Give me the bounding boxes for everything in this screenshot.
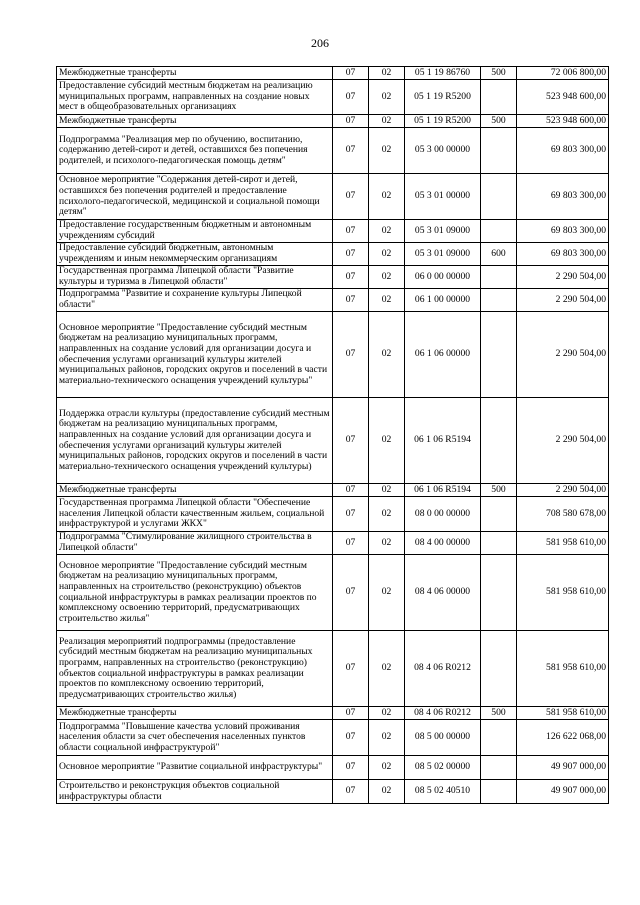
cell-sum: 69 803 300,00 [517,128,609,174]
cell-razd: 02 [369,289,405,312]
cell-vr: 500 [481,484,517,497]
cell-sum: 69 803 300,00 [517,174,609,220]
cell-csr: 06 1 00 00000 [405,289,481,312]
cell-razd: 02 [369,707,405,720]
cell-razd: 02 [369,128,405,174]
cell-csr: 08 4 00 00000 [405,532,481,555]
cell-vr [481,174,517,220]
cell-ved: 07 [333,174,369,220]
cell-name: Основное мероприятие "Предоставление субсидий местным бюджетам на реализацию муниципальных программ, направленных на строительство (реконструкцию) объектов социальной инфраструктуры в рамках реализации проектов по комплексному освоению территорий, предусматривающих строительство жилья" [57,555,333,631]
cell-csr: 08 5 02 00000 [405,756,481,780]
table-row [57,128,609,174]
table-row [57,289,609,312]
cell-vr [481,128,517,174]
cell-csr: 05 3 01 09000 [405,220,481,243]
table-row [57,266,609,289]
table-row [57,312,609,398]
cell-name: Подпрограмма "Повышение качества условий проживания населения области за счет обеспечения населенных пунктов области социальной инфраструктурой" [57,720,333,756]
cell-csr: 08 5 02 40510 [405,780,481,804]
cell-ved: 07 [333,115,369,128]
cell-vr [481,312,517,398]
cell-vr [481,532,517,555]
cell-csr: 05 1 19 86760 [405,67,481,80]
cell-csr: 06 1 06 R5194 [405,484,481,497]
table-row [57,631,609,707]
cell-csr: 06 1 06 R5194 [405,398,481,484]
cell-vr: 500 [481,707,517,720]
cell-ved: 07 [333,780,369,804]
cell-razd: 02 [369,555,405,631]
cell-razd: 02 [369,220,405,243]
page-number: 206 [311,36,329,50]
cell-sum: 69 803 300,00 [517,220,609,243]
cell-sum: 523 948 600,00 [517,115,609,128]
table-row [57,720,609,756]
cell-sum: 708 580 678,00 [517,497,609,532]
cell-vr [481,555,517,631]
cell-sum: 2 290 504,00 [517,484,609,497]
cell-name: Подпрограмма "Реализация мер по обучению, воспитанию, содержанию детей-сирот и детей, оставшихся без попечения родителей, и психолого-педагогическая помощь детям" [57,128,333,174]
cell-name: Государственная программа Липецкой области "Развитие культуры и туризма в Липецкой области" [57,266,333,289]
cell-csr: 06 0 00 00000 [405,266,481,289]
cell-vr [481,80,517,115]
table-row [57,707,609,720]
cell-ved: 07 [333,497,369,532]
cell-razd: 02 [369,243,405,266]
cell-sum: 49 907 000,00 [517,756,609,780]
table-row [57,497,609,532]
cell-sum: 69 803 300,00 [517,243,609,266]
cell-vr [481,289,517,312]
cell-name: Строительство и реконструкция объектов социальной инфраструктуры области [57,780,333,804]
table-row [57,220,609,243]
cell-sum: 523 948 600,00 [517,80,609,115]
cell-razd: 02 [369,631,405,707]
cell-sum: 72 006 800,00 [517,67,609,80]
cell-vr [481,220,517,243]
cell-vr [481,497,517,532]
table-row [57,115,609,128]
table-row [57,555,609,631]
cell-csr: 05 1 19 R5200 [405,115,481,128]
cell-vr [481,398,517,484]
cell-sum: 581 958 610,00 [517,631,609,707]
cell-vr [481,780,517,804]
cell-razd: 02 [369,266,405,289]
cell-csr: 05 1 19 R5200 [405,80,481,115]
cell-name: Государственная программа Липецкой области "Обеспечение населения Липецкой области качественным жильем, социальной инфраструктурой и услугами ЖКХ" [57,497,333,532]
cell-ved: 07 [333,555,369,631]
cell-ved: 07 [333,266,369,289]
cell-vr: 500 [481,115,517,128]
cell-csr: 08 5 00 00000 [405,720,481,756]
cell-ved: 07 [333,289,369,312]
cell-ved: 07 [333,707,369,720]
cell-ved: 07 [333,312,369,398]
cell-ved: 07 [333,243,369,266]
cell-ved: 07 [333,67,369,80]
cell-sum: 581 958 610,00 [517,707,609,720]
cell-sum: 2 290 504,00 [517,266,609,289]
cell-name: Межбюджетные трансферты [57,484,333,497]
cell-ved: 07 [333,756,369,780]
budget-table-body [57,67,609,804]
cell-ved: 07 [333,128,369,174]
cell-vr [481,631,517,707]
cell-csr: 08 4 06 R0212 [405,631,481,707]
cell-sum: 581 958 610,00 [517,555,609,631]
cell-csr: 06 1 06 00000 [405,312,481,398]
cell-name: Подпрограмма "Развитие и сохранение культуры Липецкой области" [57,289,333,312]
cell-name: Предоставление субсидий местным бюджетам на реализацию муниципальных программ, направленных на создание новых мест в общеобразовательных организациях [57,80,333,115]
cell-vr [481,756,517,780]
cell-razd: 02 [369,174,405,220]
table-row [57,80,609,115]
cell-razd: 02 [369,484,405,497]
cell-vr [481,720,517,756]
cell-csr: 08 4 06 00000 [405,555,481,631]
cell-razd: 02 [369,532,405,555]
cell-razd: 02 [369,80,405,115]
table-row [57,67,609,80]
cell-razd: 02 [369,67,405,80]
table-row [57,174,609,220]
cell-csr: 08 0 00 00000 [405,497,481,532]
cell-name: Основное мероприятие "Предоставление субсидий местным бюджетам на реализацию муниципальных программ, направленных на создание условий для организации досуга и обеспечения услугами организаций культуры жителей муниципальных районов, городских округов и поселений в части материально-технического оснащения учреждений культуры" [57,312,333,398]
cell-razd: 02 [369,115,405,128]
cell-razd: 02 [369,780,405,804]
cell-sum: 581 958 610,00 [517,532,609,555]
cell-name: Предоставление субсидий бюджетным, автономным учреждениям и иным некоммерческим организациям [57,243,333,266]
cell-razd: 02 [369,720,405,756]
cell-sum: 2 290 504,00 [517,398,609,484]
cell-name: Предоставление государственным бюджетным и автономным учреждениям субсидий [57,220,333,243]
table-row [57,756,609,780]
cell-csr: 05 3 00 00000 [405,128,481,174]
cell-razd: 02 [369,312,405,398]
cell-name: Основное мероприятие "Содержания детей-сирот и детей, оставшихся без попечения родителей и предоставление психолого-педагогической, медицинской и социальной помощи детям" [57,174,333,220]
cell-ved: 07 [333,80,369,115]
cell-ved: 07 [333,398,369,484]
table-row [57,484,609,497]
cell-razd: 02 [369,756,405,780]
cell-razd: 02 [369,398,405,484]
cell-csr: 05 3 01 09000 [405,243,481,266]
cell-vr: 600 [481,243,517,266]
cell-csr: 05 3 01 00000 [405,174,481,220]
cell-vr [481,266,517,289]
cell-sum: 126 622 068,00 [517,720,609,756]
table-row [57,780,609,804]
table-row [57,243,609,266]
cell-ved: 07 [333,484,369,497]
cell-name: Межбюджетные трансферты [57,707,333,720]
cell-name: Основное мероприятие "Развитие социальной инфраструктуры" [57,756,333,780]
table-row [57,398,609,484]
table-row [57,532,609,555]
cell-vr: 500 [481,67,517,80]
cell-sum: 49 907 000,00 [517,780,609,804]
cell-name: Реализация мероприятий подпрограммы (предоставление субсидий местным бюджетам на реализацию муниципальных программ, направленных на строительство (реконструкцию) объектов социальной инфраструктуры в рамках реализации проектов по комплексному освоению территорий, предусматривающих строительство жилья) [57,631,333,707]
cell-csr: 08 4 06 R0212 [405,707,481,720]
cell-ved: 07 [333,532,369,555]
cell-name: Поддержка отрасли культуры (предоставление субсидий местным бюджетам на реализацию муниципальных программ, направленных на создание условий для организации досуга и обеспечения услугами организаций культуры жителей муниципальных районов, городских округов и поселений в части материально-технического оснащения учреждений культуры) [57,398,333,484]
cell-name: Подпрограмма "Стимулирование жилищного строительства в Липецкой области" [57,532,333,555]
cell-ved: 07 [333,631,369,707]
budget-table [56,66,609,804]
cell-ved: 07 [333,720,369,756]
cell-name: Межбюджетные трансферты [57,67,333,80]
cell-sum: 2 290 504,00 [517,289,609,312]
cell-sum: 2 290 504,00 [517,312,609,398]
cell-razd: 02 [369,497,405,532]
cell-ved: 07 [333,220,369,243]
cell-name: Межбюджетные трансферты [57,115,333,128]
